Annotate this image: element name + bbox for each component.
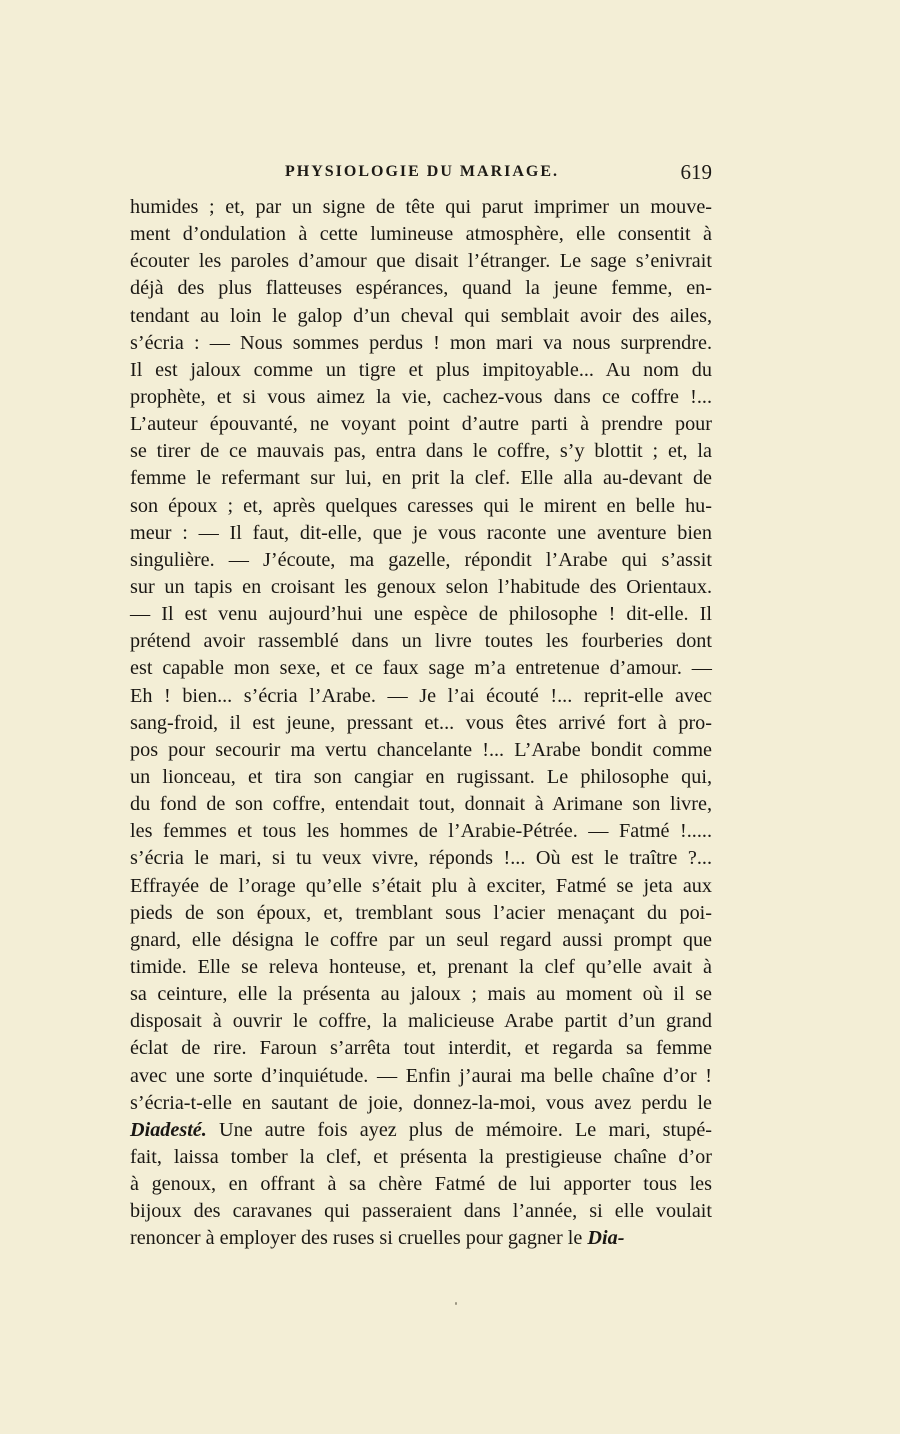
text-line: — Il est venu aujourd’hui une espèce de philosophe ! dit-elle. Il bbox=[130, 603, 712, 626]
running-head: PHYSIOLOGIE DU MARIAGE. bbox=[285, 163, 560, 180]
text-line: prophète, et si vous aimez la vie, cachez-vous dans ce coffre !... bbox=[130, 385, 712, 408]
text-line: écouter les paroles d’amour que disait l’étranger. Le sage s’enivrait bbox=[130, 250, 712, 273]
text-line: tendant au loin le galop d’un cheval qui semblait avoir des ailes, bbox=[130, 304, 712, 327]
text-line: bijoux des caravanes qui passeraient dans l’année, si elle voulait bbox=[130, 1200, 712, 1223]
text-line: sur un tapis en croisant les genoux selon l’habitude des Orientaux. bbox=[130, 575, 712, 598]
text-line: disposait à ouvrir le coffre, la malicieuse Arabe partit d’un grand bbox=[130, 1010, 712, 1033]
text-line: humides ; et, par un signe de tête qui parut imprimer un mouve- bbox=[130, 196, 712, 218]
text-line: à genoux, en offrant à sa chère Fatmé de lui apporter tous les bbox=[130, 1173, 712, 1196]
text-line: sang-froid, il est jeune, pressant et... vous êtes arrivé fort à pro- bbox=[130, 711, 712, 734]
body-text bbox=[130, 194, 712, 1252]
text-line: éclat de rire. Faroun s’arrêta tout interdit, et regarda sa femme bbox=[130, 1037, 712, 1060]
line-text: Une autre fois ayez plus de mémoire. Le mari, stupé- bbox=[206, 1118, 712, 1141]
text-line: gnard, elle désigna le coffre par un seul regard aussi prompt que bbox=[130, 928, 712, 951]
text-line: pos pour secourir ma vertu chancelante !... L’Arabe bondit comme bbox=[130, 738, 712, 761]
text-line: sa ceinture, elle la présenta au jaloux ; mais au moment où il se bbox=[130, 983, 712, 1006]
text-line: un lionceau, et tira son cangiar en rugissant. Le philosophe qui, bbox=[130, 765, 712, 788]
text-line: meur : — Il faut, dit-elle, que je vous raconte une aventure bien bbox=[130, 521, 712, 544]
page-number: 619 bbox=[680, 160, 712, 184]
paper-speck bbox=[455, 1302, 457, 1305]
text-line: du fond de son coffre, entendait tout, donnait à Arimane son livre, bbox=[130, 793, 712, 816]
text-line: s’écria : — Nous sommes perdus ! mon mari va nous surprendre. bbox=[130, 331, 712, 354]
text-line: avec une sorte d’inquiétude. — Enfin j’aurai ma belle chaîne d’or ! bbox=[130, 1064, 712, 1087]
text-line: fait, laissa tomber la clef, et présenta la prestigieuse chaîne d’or bbox=[130, 1145, 712, 1168]
text-line: singulière. — J’écoute, ma gazelle, répondit l’Arabe qui s’assit bbox=[130, 548, 712, 571]
text-line: est capable mon sexe, et ce faux sage m’a entretenue d’amour. — bbox=[130, 657, 712, 680]
text-line: Effrayée de l’orage qu’elle s’était plu à exciter, Fatmé se jeta aux bbox=[130, 874, 712, 897]
line-text: renoncer à employer des ruses si cruelles pour gagner le bbox=[130, 1227, 588, 1250]
text-line: s’écria-t-elle en sautant de joie, donnez-la-moi, vous avez perdu le bbox=[130, 1091, 712, 1114]
text-line: Eh ! bien... s’écria l’Arabe. — Je l’ai écouté !... reprit-elle avec bbox=[130, 684, 712, 707]
page-header bbox=[130, 160, 712, 190]
italic-word: Dia- bbox=[587, 1227, 625, 1250]
text-line: timide. Elle se releva honteuse, et, prenant la clef qu’elle avait à bbox=[130, 955, 712, 978]
text-line: Il est jaloux comme un tigre et plus impitoyable... Au nom du bbox=[130, 358, 712, 381]
text-line: ment d’ondulation à cette lumineuse atmosphère, elle consentit à bbox=[130, 223, 712, 246]
text-line bbox=[130, 1225, 712, 1252]
text-line bbox=[130, 1117, 712, 1144]
text-line: L’auteur épouvanté, ne voyant point d’autre parti à prendre pour bbox=[130, 413, 712, 436]
text-line: pieds de son époux, et, tremblant sous l’acier menaçant du poi- bbox=[130, 901, 712, 924]
text-line: femme le refermant sur lui, en prit la clef. Elle alla au-devant de bbox=[130, 467, 712, 490]
text-line: se tirer de ce mauvais pas, entra dans le coffre, s’y blottit ; et, la bbox=[130, 440, 712, 463]
text-line: son époux ; et, après quelques caresses qui le mirent en belle hu- bbox=[130, 494, 712, 517]
text-line: les femmes et tous les hommes de l’Arabie-Pétrée. — Fatmé !..... bbox=[130, 820, 712, 843]
text-line: s’écria le mari, si tu veux vivre, réponds !... Où est le traître ?... bbox=[130, 847, 712, 870]
italic-word: Diadesté. bbox=[130, 1118, 207, 1141]
text-line: prétend avoir rassemblé dans un livre toutes les fourberies dont bbox=[130, 630, 712, 653]
text-line: déjà des plus flatteuses espérances, quand la jeune femme, en- bbox=[130, 277, 712, 300]
